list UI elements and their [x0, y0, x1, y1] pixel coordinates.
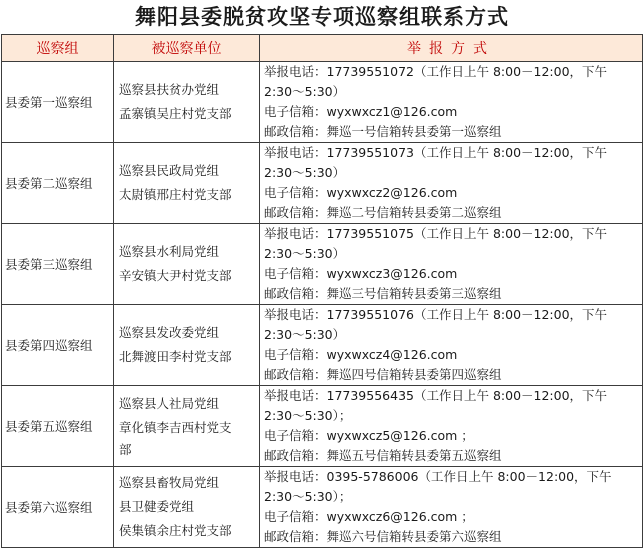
email-line[interactable]: 电子信箱：wyxwxcz3@126.com	[264, 266, 458, 281]
header-method: 举报方式	[260, 35, 643, 62]
group-name: 县委第二巡察组	[2, 143, 114, 224]
phone-line: 举报电话：17739556435（工作日上午 8:00－12:00，下午	[264, 388, 608, 403]
inspected-units	[114, 62, 260, 143]
unit-line: 巡察县扶贫办党组	[119, 82, 220, 97]
inspected-units	[114, 224, 260, 305]
inspected-units	[114, 386, 260, 467]
mail-line: 邮政信箱：舞巡三号信箱转县委第三巡察组	[264, 286, 502, 301]
table-header-row	[2, 35, 643, 62]
page-title: 舞阳县委脱贫攻坚专项巡察组联系方式	[135, 4, 509, 29]
table-row	[2, 224, 643, 305]
report-methods	[260, 305, 643, 386]
phone-line: 举报电话：0395-5786006（工作日上午 8:00－12:00，下午	[264, 469, 612, 484]
unit-line: 孟寨镇吴庄村党支部	[119, 106, 232, 121]
phone-hours: 2:30～5:30）	[264, 246, 346, 261]
table-row	[2, 62, 643, 143]
unit-line: 北舞渡田李村党支部	[119, 349, 232, 364]
mail-line: 邮政信箱：舞巡四号信箱转县委第四巡察组	[264, 367, 502, 382]
inspected-units	[114, 467, 260, 548]
unit-line: 侯集镇余庄村党支部	[119, 523, 232, 538]
phone-hours: 2:30～5:30）；	[264, 489, 352, 504]
phone-hours: 2:30～5:30）	[264, 84, 346, 99]
group-name: 县委第六巡察组	[2, 467, 114, 548]
group-name: 县委第三巡察组	[2, 224, 114, 305]
email-line[interactable]: 电子信箱：wyxwxcz4@126.com	[264, 347, 458, 362]
unit-line: 巡察县发改委党组	[119, 325, 220, 340]
table-row	[2, 467, 643, 548]
table-row	[2, 305, 643, 386]
report-methods	[260, 62, 643, 143]
phone-hours: 2:30～5:30）	[264, 327, 346, 342]
mail-line: 邮政信箱：舞巡六号信箱转县委第六巡察组	[264, 529, 502, 544]
group-name: 县委第四巡察组	[2, 305, 114, 386]
mail-line: 邮政信箱：舞巡二号信箱转县委第二巡察组	[264, 205, 502, 220]
mail-line: 邮政信箱：舞巡五号信箱转县委第五巡察组	[264, 448, 502, 463]
email-line[interactable]: 电子信箱：wyxwxcz6@126.com ；	[264, 509, 474, 524]
report-methods	[260, 143, 643, 224]
phone-line: 举报电话：17739551075（工作日上午 8:00－12:00，下午	[264, 226, 608, 241]
table-row	[2, 386, 643, 467]
group-name: 县委第五巡察组	[2, 386, 114, 467]
phone-line: 举报电话：17739551073（工作日上午 8:00－12:00，下午	[264, 145, 608, 160]
mail-line: 邮政信箱：舞巡一号信箱转县委第一巡察组	[264, 124, 502, 139]
phone-hours: 2:30～5:30）	[264, 165, 346, 180]
unit-line: 章化镇李吉西村党支	[119, 420, 232, 435]
header-units: 被巡察单位	[114, 35, 260, 62]
report-methods	[260, 467, 643, 548]
unit-line: 巡察县民政局党组	[119, 163, 220, 178]
unit-line: 巡察县畜牧局党组	[119, 475, 220, 490]
email-line[interactable]: 电子信箱：wyxwxcz1@126.com	[264, 104, 458, 119]
email-line[interactable]: 电子信箱：wyxwxcz2@126.com	[264, 185, 458, 200]
phone-line: 举报电话：17739551076（工作日上午 8:00－12:00，下午	[264, 307, 608, 322]
phone-line: 举报电话：17739551072（工作日上午 8:00－12:00，下午	[264, 64, 608, 79]
contact-table	[1, 34, 643, 548]
header-group: 巡察组	[2, 35, 114, 62]
report-methods	[260, 224, 643, 305]
phone-hours: 2:30～5:30）；	[264, 408, 352, 423]
unit-line: 县卫健委党组	[119, 499, 195, 514]
inspected-units	[114, 143, 260, 224]
group-name: 县委第一巡察组	[2, 62, 114, 143]
report-methods	[260, 386, 643, 467]
unit-line: 太尉镇邢庄村党支部	[119, 187, 232, 202]
inspected-units	[114, 305, 260, 386]
unit-line: 部	[119, 442, 132, 457]
table-row	[2, 143, 643, 224]
email-line[interactable]: 电子信箱：wyxwxcz5@126.com ；	[264, 428, 474, 443]
unit-line: 辛安镇大尹村党支部	[119, 268, 232, 283]
unit-line: 巡察县人社局党组	[119, 396, 220, 411]
unit-line: 巡察县水利局党组	[119, 244, 220, 259]
